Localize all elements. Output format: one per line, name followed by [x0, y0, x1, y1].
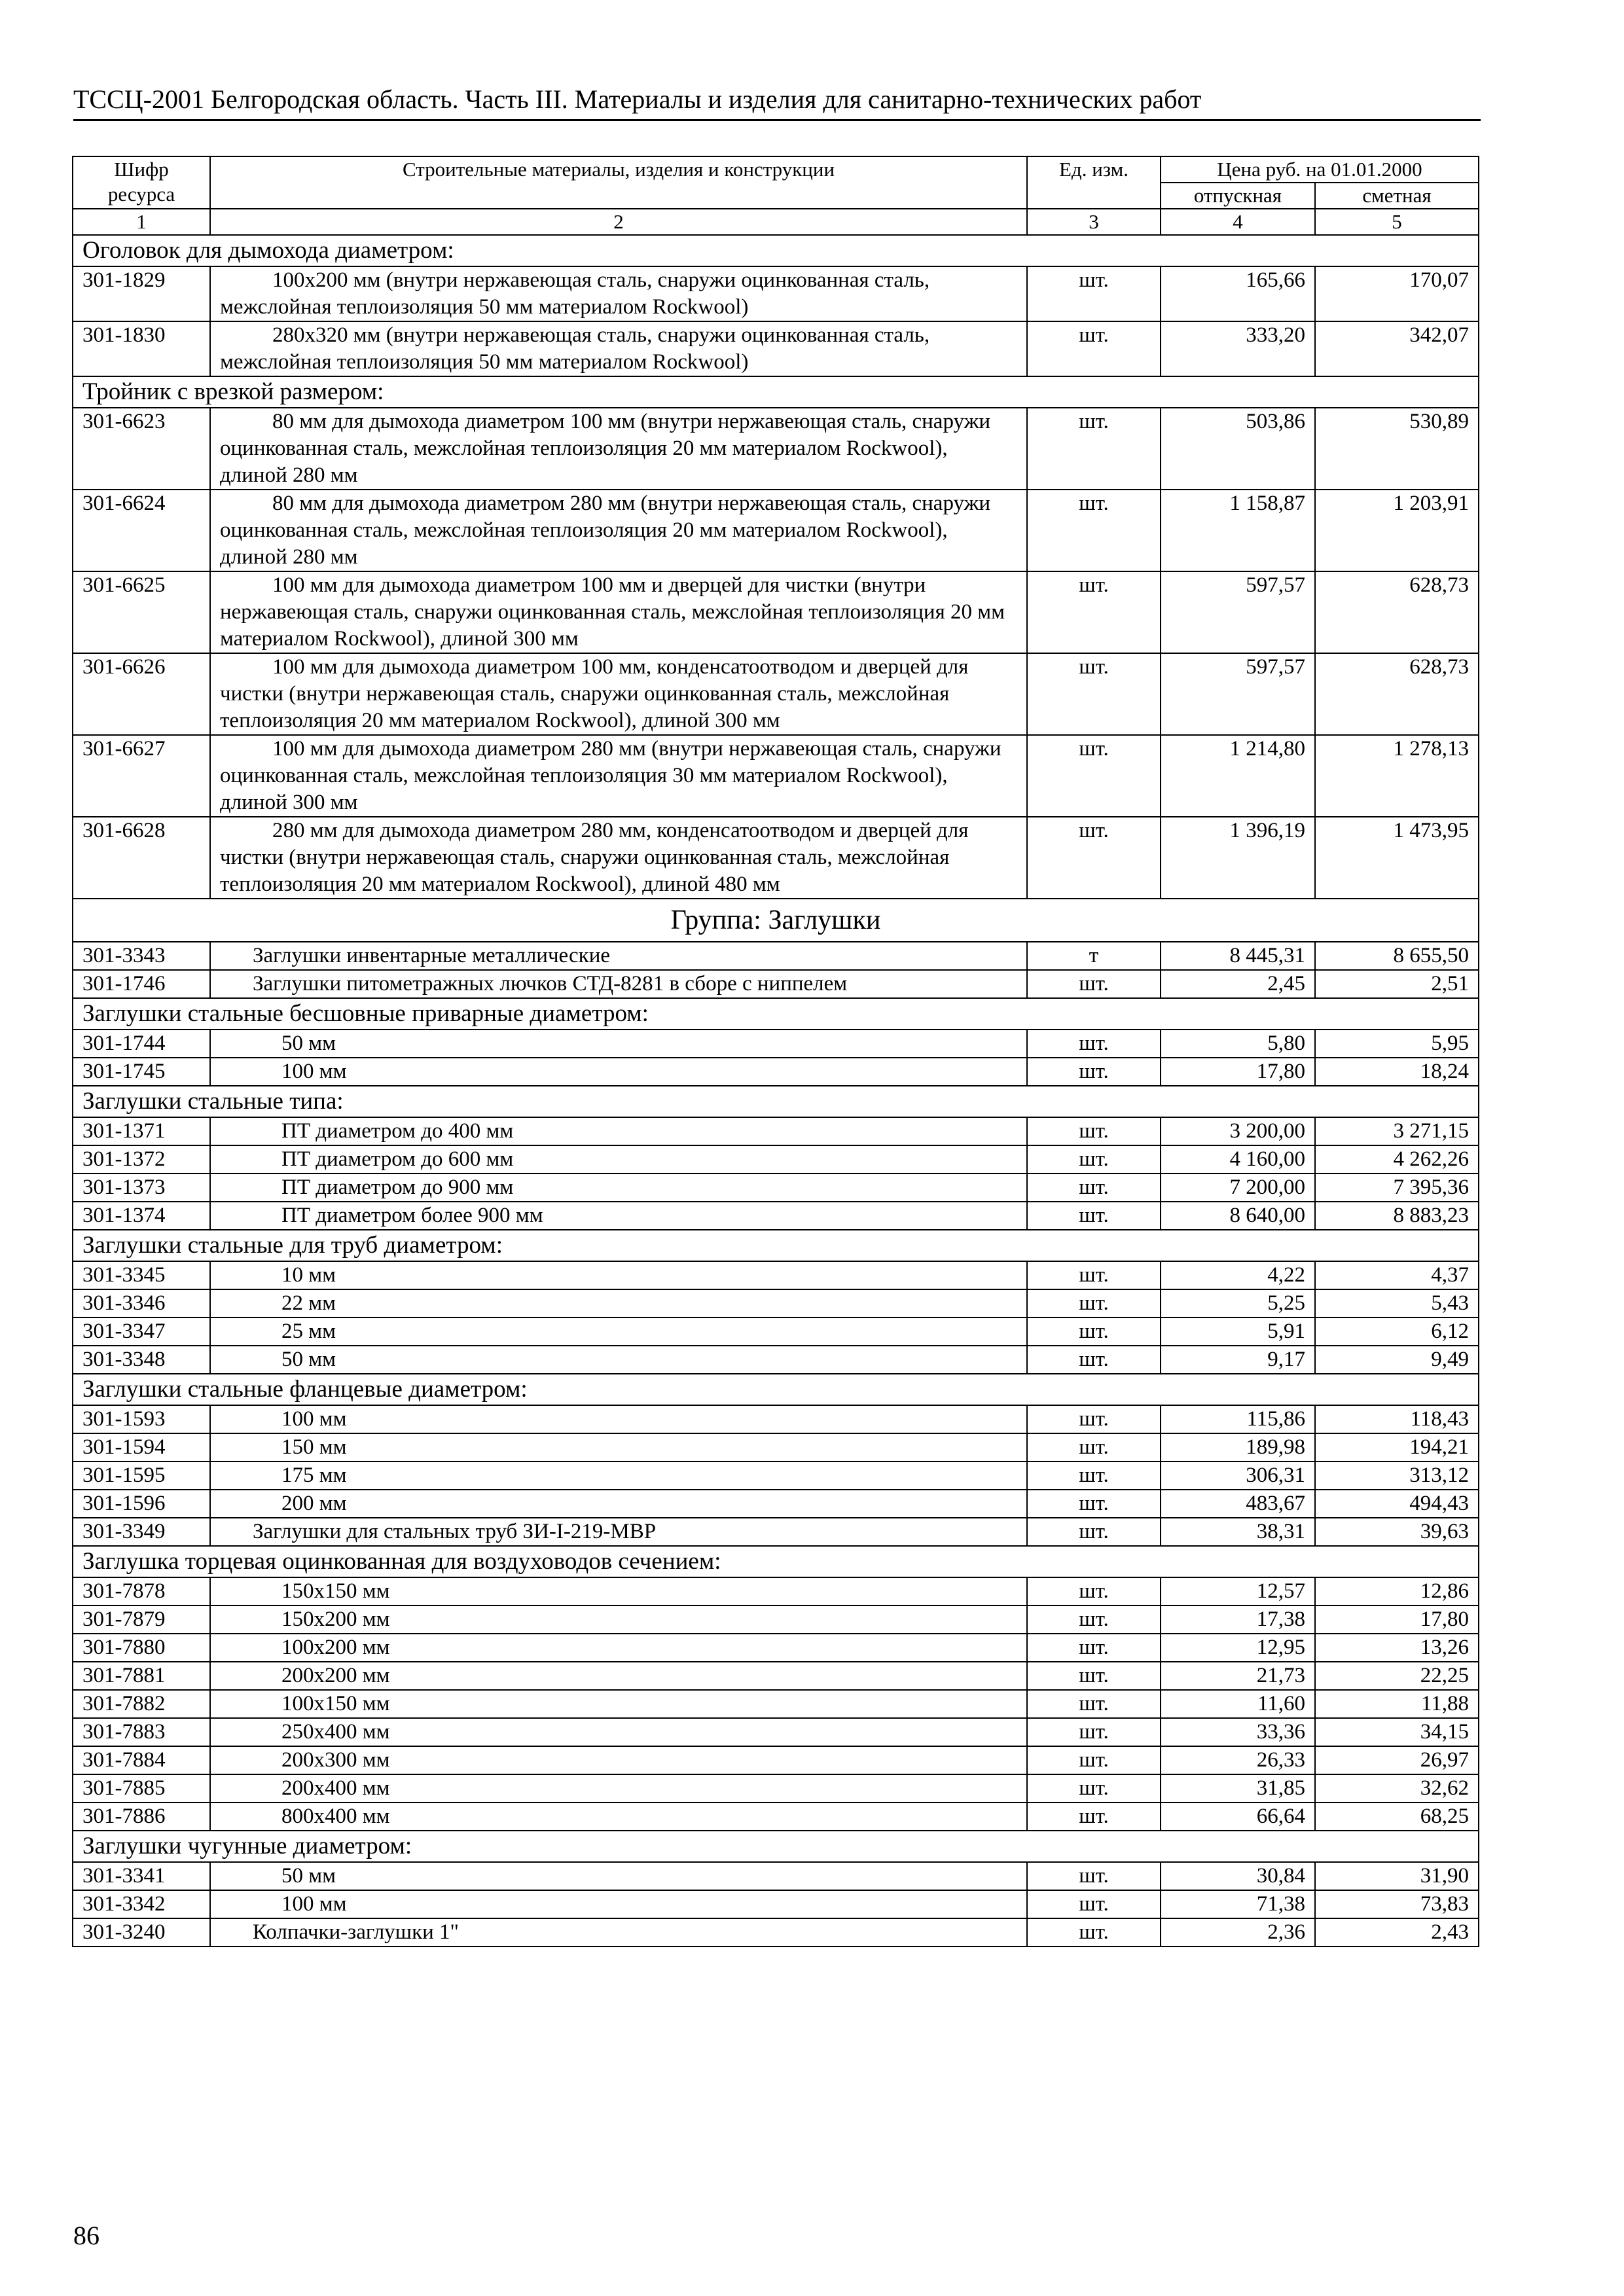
- resource-code: 301-7886: [73, 1803, 210, 1831]
- table-row: [73, 1890, 1479, 1918]
- unit: шт.: [1027, 1145, 1161, 1174]
- item-name-cell: [210, 1605, 1027, 1634]
- resource-code: 301-6627: [73, 735, 210, 817]
- unit: шт.: [1027, 1746, 1161, 1774]
- release-price: 11,60: [1161, 1690, 1315, 1718]
- column-number: 2: [210, 209, 1027, 235]
- estimate-price: 68,25: [1315, 1803, 1479, 1831]
- resource-code: 301-7879: [73, 1605, 210, 1634]
- unit: шт.: [1027, 571, 1161, 653]
- item-name: 100x200 мм (внутри нержавеющая сталь, снаружи оцинкованная сталь, межслойная теплоизоляция 50 мм материалом Rockwool): [220, 268, 930, 319]
- release-price: 1 396,19: [1161, 817, 1315, 899]
- table-row: [73, 1918, 1479, 1946]
- unit: шт.: [1027, 1405, 1161, 1433]
- subheading: Оголовок для дымохода диаметром:: [73, 235, 1479, 266]
- release-price: 38,31: [1161, 1518, 1315, 1546]
- item-name-cell: [210, 1202, 1027, 1230]
- item-name-cell: [210, 266, 1027, 321]
- item-name-cell: [210, 1433, 1027, 1462]
- table-row: [73, 1405, 1479, 1433]
- item-name: 50 мм: [281, 1864, 336, 1888]
- item-name-cell: [210, 1346, 1027, 1374]
- release-price: 4 160,00: [1161, 1145, 1315, 1174]
- table-row: [73, 1774, 1479, 1803]
- item-name-cell: [210, 1490, 1027, 1518]
- resource-code: 301-7880: [73, 1634, 210, 1662]
- unit: т: [1027, 942, 1161, 970]
- item-name: 100 мм: [281, 1892, 347, 1916]
- resource-code: 301-3346: [73, 1289, 210, 1318]
- resource-code: 301-7885: [73, 1774, 210, 1803]
- item-name-cell: [210, 1058, 1027, 1086]
- estimate-price: 18,24: [1315, 1058, 1479, 1086]
- unit: шт.: [1027, 1346, 1161, 1374]
- item-name-cell: [210, 1890, 1027, 1918]
- subheading-row: [73, 1086, 1479, 1117]
- item-name-cell: [210, 1803, 1027, 1831]
- estimate-price: 8 883,23: [1315, 1202, 1479, 1230]
- item-name-cell: [210, 1746, 1027, 1774]
- item-name: ПТ диаметром более 900 мм: [281, 1204, 543, 1227]
- estimate-price: 4,37: [1315, 1261, 1479, 1289]
- estimate-price: 34,15: [1315, 1718, 1479, 1746]
- unit: шт.: [1027, 1605, 1161, 1634]
- unit: шт.: [1027, 1662, 1161, 1690]
- unit: шт.: [1027, 1577, 1161, 1605]
- release-price: 21,73: [1161, 1662, 1315, 1690]
- item-name-cell: [210, 1318, 1027, 1346]
- resource-code: 301-6628: [73, 817, 210, 899]
- table-row: [73, 942, 1479, 970]
- table-row: [73, 1202, 1479, 1230]
- column-header-release: отпускная: [1161, 183, 1315, 209]
- subheading-row: [73, 1831, 1479, 1862]
- release-price: 189,98: [1161, 1433, 1315, 1462]
- estimate-price: 3 271,15: [1315, 1117, 1479, 1145]
- estimate-price: 5,43: [1315, 1289, 1479, 1318]
- column-header-name: Строительные материалы, изделия и конструкции: [210, 156, 1027, 209]
- estimate-price: 31,90: [1315, 1862, 1479, 1890]
- resource-code: 301-6626: [73, 653, 210, 735]
- item-name: 200 мм: [281, 1492, 347, 1515]
- estimate-price: 313,12: [1315, 1462, 1479, 1490]
- item-name: Заглушки питометражных лючков СТД-8281 в сборе с ниппелем: [253, 972, 848, 996]
- unit: шт.: [1027, 1058, 1161, 1086]
- estimate-price: 118,43: [1315, 1405, 1479, 1433]
- table-row: [73, 1718, 1479, 1746]
- item-name-cell: [210, 1518, 1027, 1546]
- item-name-cell: [210, 1405, 1027, 1433]
- unit: шт.: [1027, 1918, 1161, 1946]
- item-name: 200x200 мм: [281, 1664, 390, 1687]
- release-price: 165,66: [1161, 266, 1315, 321]
- item-name: 100x150 мм: [281, 1692, 390, 1715]
- item-name: 100x200 мм: [281, 1636, 390, 1659]
- item-name: 100 мм: [281, 1060, 347, 1083]
- table-row: [73, 1690, 1479, 1718]
- item-name: 250x400 мм: [281, 1720, 390, 1744]
- subheading: Тройник с врезкой размером:: [73, 376, 1479, 408]
- unit: шт.: [1027, 1862, 1161, 1890]
- item-name-cell: [210, 571, 1027, 653]
- unit: шт.: [1027, 735, 1161, 817]
- resource-code: 301-1746: [73, 970, 210, 998]
- unit: шт.: [1027, 408, 1161, 490]
- table-row: [73, 1862, 1479, 1890]
- unit: шт.: [1027, 1030, 1161, 1058]
- estimate-price: 7 395,36: [1315, 1174, 1479, 1202]
- estimate-price: 170,07: [1315, 266, 1479, 321]
- resource-code: 301-3345: [73, 1261, 210, 1289]
- resource-code: 301-1371: [73, 1117, 210, 1145]
- subheading: Заглушки стальные типа:: [73, 1086, 1479, 1117]
- item-name: 25 мм: [281, 1319, 336, 1343]
- item-name: 22 мм: [281, 1291, 336, 1315]
- estimate-price: 8 655,50: [1315, 942, 1479, 970]
- release-price: 8 445,31: [1161, 942, 1315, 970]
- resource-code: 301-1745: [73, 1058, 210, 1086]
- table-row: [73, 321, 1479, 376]
- unit: шт.: [1027, 1318, 1161, 1346]
- resource-code: 301-6623: [73, 408, 210, 490]
- subheading-row: [73, 1546, 1479, 1577]
- item-name-cell: [210, 1289, 1027, 1318]
- resource-code: 301-1594: [73, 1433, 210, 1462]
- release-price: 597,57: [1161, 653, 1315, 735]
- unit: шт.: [1027, 490, 1161, 571]
- item-name: 100 мм для дымохода диаметром 100 мм и дверцей для чистки (внутри нержавеющая сталь, снаружи оцинкованная сталь, межслойная теплоизоляция 20 мм материалом Rockwool), длиной 300 мм: [220, 573, 1005, 651]
- estimate-price: 73,83: [1315, 1890, 1479, 1918]
- release-price: 17,38: [1161, 1605, 1315, 1634]
- resource-code: 301-1374: [73, 1202, 210, 1230]
- item-name: Колпачки-заглушки 1": [253, 1920, 459, 1944]
- unit: шт.: [1027, 653, 1161, 735]
- estimate-price: 2,43: [1315, 1918, 1479, 1946]
- table-row: [73, 408, 1479, 490]
- table-row: [73, 735, 1479, 817]
- item-name-cell: [210, 817, 1027, 899]
- resource-code: 301-1744: [73, 1030, 210, 1058]
- release-price: 3 200,00: [1161, 1117, 1315, 1145]
- table-row: [73, 1346, 1479, 1374]
- resource-code: 301-7883: [73, 1718, 210, 1746]
- unit: шт.: [1027, 1462, 1161, 1490]
- estimate-price: 11,88: [1315, 1690, 1479, 1718]
- unit: шт.: [1027, 1433, 1161, 1462]
- group-heading: Группа: Заглушки: [73, 899, 1479, 942]
- resource-code: 301-3240: [73, 1918, 210, 1946]
- column-number: 1: [73, 209, 210, 235]
- estimate-price: 494,43: [1315, 1490, 1479, 1518]
- item-name-cell: [210, 1918, 1027, 1946]
- estimate-price: 1 278,13: [1315, 735, 1479, 817]
- column-header-estimate: сметная: [1315, 183, 1479, 209]
- item-name-cell: [210, 1662, 1027, 1690]
- subheading-row: [73, 235, 1479, 266]
- table-row: [73, 1605, 1479, 1634]
- item-name: 80 мм для дымохода диаметром 100 мм (внутри нержавеющая сталь, снаружи оцинкованная сталь, межслойная теплоизоляция 20 мм материалом Rockwool), длиной 280 мм: [220, 410, 991, 487]
- table-row: [73, 817, 1479, 899]
- unit: шт.: [1027, 1803, 1161, 1831]
- estimate-price: 1 203,91: [1315, 490, 1479, 571]
- table-row: [73, 1577, 1479, 1605]
- item-name: Заглушки инвентарные металлические: [253, 944, 611, 967]
- release-price: 12,57: [1161, 1577, 1315, 1605]
- page-number: 86: [73, 2221, 99, 2250]
- estimate-price: 13,26: [1315, 1634, 1479, 1662]
- subheading-row: [73, 998, 1479, 1030]
- item-name-cell: [210, 1462, 1027, 1490]
- table-row: [73, 1462, 1479, 1490]
- item-name: 50 мм: [281, 1031, 336, 1055]
- column-number: 4: [1161, 209, 1315, 235]
- table-row: [73, 1117, 1479, 1145]
- table-row: [73, 266, 1479, 321]
- release-price: 4,22: [1161, 1261, 1315, 1289]
- release-price: 503,86: [1161, 408, 1315, 490]
- item-name: 100 мм для дымохода диаметром 100 мм, конденсатоотводом и дверцей для чистки (внутри нержавеющая сталь, снаружи оцинкованная сталь, межслойная теплоизоляция 20 мм материалом Rockwool), длиной 300 мм: [220, 655, 969, 732]
- release-price: 26,33: [1161, 1746, 1315, 1774]
- table-row: [73, 1433, 1479, 1462]
- item-name-cell: [210, 1862, 1027, 1890]
- item-name: ПТ диаметром до 900 мм: [281, 1175, 514, 1199]
- estimate-price: 1 473,95: [1315, 817, 1479, 899]
- estimate-price: 628,73: [1315, 653, 1479, 735]
- item-name-cell: [210, 1774, 1027, 1803]
- estimate-price: 194,21: [1315, 1433, 1479, 1462]
- release-price: 306,31: [1161, 1462, 1315, 1490]
- item-name-cell: [210, 1690, 1027, 1718]
- resource-code: 301-3341: [73, 1862, 210, 1890]
- table-row: [73, 1145, 1479, 1174]
- subheading-row: [73, 1230, 1479, 1261]
- item-name-cell: [210, 321, 1027, 376]
- table-row: [73, 1746, 1479, 1774]
- estimate-price: 6,12: [1315, 1318, 1479, 1346]
- item-name: 50 мм: [281, 1348, 336, 1371]
- release-price: 333,20: [1161, 321, 1315, 376]
- item-name-cell: [210, 653, 1027, 735]
- resource-code: 301-1593: [73, 1405, 210, 1433]
- estimate-price: 39,63: [1315, 1518, 1479, 1546]
- subheading: Заглушки чугунные диаметром:: [73, 1831, 1479, 1862]
- table-row: [73, 1518, 1479, 1546]
- item-name: 200x400 мм: [281, 1776, 390, 1800]
- estimate-price: 342,07: [1315, 321, 1479, 376]
- item-name-cell: [210, 970, 1027, 998]
- item-name-cell: [210, 1117, 1027, 1145]
- estimate-price: 26,97: [1315, 1746, 1479, 1774]
- resource-code: 301-1372: [73, 1145, 210, 1174]
- item-name: 280 мм для дымохода диаметром 280 мм, конденсатоотводом и дверцей для чистки (внутри нержавеющая сталь, снаружи оцинкованная сталь, межслойная теплоизоляция 20 мм материалом Rockwool), длиной 480 мм: [220, 819, 969, 896]
- resource-code: 301-7878: [73, 1577, 210, 1605]
- resource-code: 301-6625: [73, 571, 210, 653]
- item-name: 175 мм: [281, 1463, 347, 1487]
- item-name-cell: [210, 408, 1027, 490]
- release-price: 5,80: [1161, 1030, 1315, 1058]
- unit: шт.: [1027, 1202, 1161, 1230]
- item-name-cell: [210, 1174, 1027, 1202]
- item-name-cell: [210, 490, 1027, 571]
- item-name-cell: [210, 1030, 1027, 1058]
- table-row: [73, 1030, 1479, 1058]
- item-name: 150 мм: [281, 1435, 347, 1459]
- release-price: 12,95: [1161, 1634, 1315, 1662]
- release-price: 5,91: [1161, 1318, 1315, 1346]
- item-name: 150x150 мм: [281, 1579, 390, 1603]
- table-row: [73, 1490, 1479, 1518]
- resource-code: 301-6624: [73, 490, 210, 571]
- unit: шт.: [1027, 1718, 1161, 1746]
- resource-code: 301-1829: [73, 266, 210, 321]
- estimate-price: 12,86: [1315, 1577, 1479, 1605]
- column-number: 3: [1027, 209, 1161, 235]
- column-header-code: Шифр ресурса: [73, 156, 210, 209]
- release-price: 2,36: [1161, 1918, 1315, 1946]
- release-price: 17,80: [1161, 1058, 1315, 1086]
- release-price: 66,64: [1161, 1803, 1315, 1831]
- subheading: Заглушки стальные для труб диаметром:: [73, 1230, 1479, 1261]
- item-name: 280x320 мм (внутри нержавеющая сталь, снаружи оцинкованная сталь, межслойная теплоизоляция 50 мм материалом Rockwool): [220, 323, 930, 374]
- estimate-price: 5,95: [1315, 1030, 1479, 1058]
- group-heading-row: [73, 899, 1479, 942]
- estimate-price: 32,62: [1315, 1774, 1479, 1803]
- column-header-price: Цена руб. на 01.01.2000: [1161, 156, 1479, 183]
- subheading: Заглушки стальные бесшовные приварные диаметром:: [73, 998, 1479, 1030]
- release-price: 597,57: [1161, 571, 1315, 653]
- unit: шт.: [1027, 1774, 1161, 1803]
- item-name-cell: [210, 942, 1027, 970]
- subheading-row: [73, 376, 1479, 408]
- item-name: 200x300 мм: [281, 1748, 390, 1772]
- estimate-price: 530,89: [1315, 408, 1479, 490]
- price-table: [72, 156, 1479, 1947]
- release-price: 1 214,80: [1161, 735, 1315, 817]
- unit: шт.: [1027, 1518, 1161, 1546]
- resource-code: 301-3348: [73, 1346, 210, 1374]
- release-price: 8 640,00: [1161, 1202, 1315, 1230]
- subheading: Заглушка торцевая оцинкованная для воздуховодов сечением:: [73, 1546, 1479, 1577]
- estimate-price: 2,51: [1315, 970, 1479, 998]
- resource-code: 301-1595: [73, 1462, 210, 1490]
- item-name-cell: [210, 1145, 1027, 1174]
- item-name: 80 мм для дымохода диаметром 280 мм (внутри нержавеющая сталь, снаружи оцинкованная сталь, межслойная теплоизоляция 20 мм материалом Rockwool), длиной 280 мм: [220, 492, 991, 569]
- unit: шт.: [1027, 1289, 1161, 1318]
- table-row: [73, 1261, 1479, 1289]
- item-name: 100 мм: [281, 1407, 347, 1431]
- estimate-price: 9,49: [1315, 1346, 1479, 1374]
- resource-code: 301-3349: [73, 1518, 210, 1546]
- table-row: [73, 1803, 1479, 1831]
- item-name: Заглушки для стальных труб ЗИ-I-219-МВР: [253, 1520, 657, 1543]
- unit: шт.: [1027, 1490, 1161, 1518]
- unit: шт.: [1027, 970, 1161, 998]
- table-row: [73, 1662, 1479, 1690]
- column-number: 5: [1315, 209, 1479, 235]
- release-price: 7 200,00: [1161, 1174, 1315, 1202]
- item-name: ПТ диаметром до 600 мм: [281, 1147, 514, 1171]
- item-name: 150x200 мм: [281, 1607, 390, 1631]
- release-price: 115,86: [1161, 1405, 1315, 1433]
- estimate-price: 17,80: [1315, 1605, 1479, 1634]
- unit: шт.: [1027, 1890, 1161, 1918]
- table-row: [73, 970, 1479, 998]
- release-price: 33,36: [1161, 1718, 1315, 1746]
- item-name-cell: [210, 1718, 1027, 1746]
- table-row: [73, 490, 1479, 571]
- resource-code: 301-3342: [73, 1890, 210, 1918]
- estimate-price: 22,25: [1315, 1662, 1479, 1690]
- resource-code: 301-1596: [73, 1490, 210, 1518]
- release-price: 30,84: [1161, 1862, 1315, 1890]
- subheading-row: [73, 1374, 1479, 1405]
- release-price: 1 158,87: [1161, 490, 1315, 571]
- table-row: [73, 653, 1479, 735]
- column-header-unit: Ед. изм.: [1027, 156, 1161, 209]
- table-row: [73, 1318, 1479, 1346]
- item-name: ПТ диаметром до 400 мм: [281, 1119, 514, 1143]
- table-row: [73, 1634, 1479, 1662]
- release-price: 2,45: [1161, 970, 1315, 998]
- estimate-price: 628,73: [1315, 571, 1479, 653]
- table-row: [73, 1174, 1479, 1202]
- table-body: [73, 235, 1479, 1946]
- unit: шт.: [1027, 1117, 1161, 1145]
- release-price: 71,38: [1161, 1890, 1315, 1918]
- release-price: 9,17: [1161, 1346, 1315, 1374]
- resource-code: 301-3343: [73, 942, 210, 970]
- unit: шт.: [1027, 321, 1161, 376]
- item-name: 10 мм: [281, 1263, 336, 1287]
- estimate-price: 4 262,26: [1315, 1145, 1479, 1174]
- item-name: 800x400 мм: [281, 1804, 390, 1828]
- subheading: Заглушки стальные фланцевые диаметром:: [73, 1374, 1479, 1405]
- table-row: [73, 571, 1479, 653]
- item-name-cell: [210, 1634, 1027, 1662]
- unit: шт.: [1027, 1261, 1161, 1289]
- column-number-row: [73, 209, 1479, 235]
- resource-code: 301-1830: [73, 321, 210, 376]
- item-name-cell: [210, 1577, 1027, 1605]
- resource-code: 301-1373: [73, 1174, 210, 1202]
- unit: шт.: [1027, 266, 1161, 321]
- item-name: 100 мм для дымохода диаметром 280 мм (внутри нержавеющая сталь, снаружи оцинкованная сталь, межслойная теплоизоляция 30 мм материалом Rockwool), длиной 300 мм: [220, 737, 1001, 814]
- release-price: 31,85: [1161, 1774, 1315, 1803]
- unit: шт.: [1027, 817, 1161, 899]
- resource-code: 301-3347: [73, 1318, 210, 1346]
- unit: шт.: [1027, 1690, 1161, 1718]
- unit: шт.: [1027, 1174, 1161, 1202]
- item-name-cell: [210, 735, 1027, 817]
- page-header: ТССЦ-2001 Белгородская область. Часть III. Материалы и изделия для санитарно-технических работ: [73, 84, 1481, 121]
- unit: шт.: [1027, 1634, 1161, 1662]
- resource-code: 301-7884: [73, 1746, 210, 1774]
- release-price: 5,25: [1161, 1289, 1315, 1318]
- release-price: 483,67: [1161, 1490, 1315, 1518]
- table-row: [73, 1289, 1479, 1318]
- table-row: [73, 1058, 1479, 1086]
- resource-code: 301-7882: [73, 1690, 210, 1718]
- resource-code: 301-7881: [73, 1662, 210, 1690]
- item-name-cell: [210, 1261, 1027, 1289]
